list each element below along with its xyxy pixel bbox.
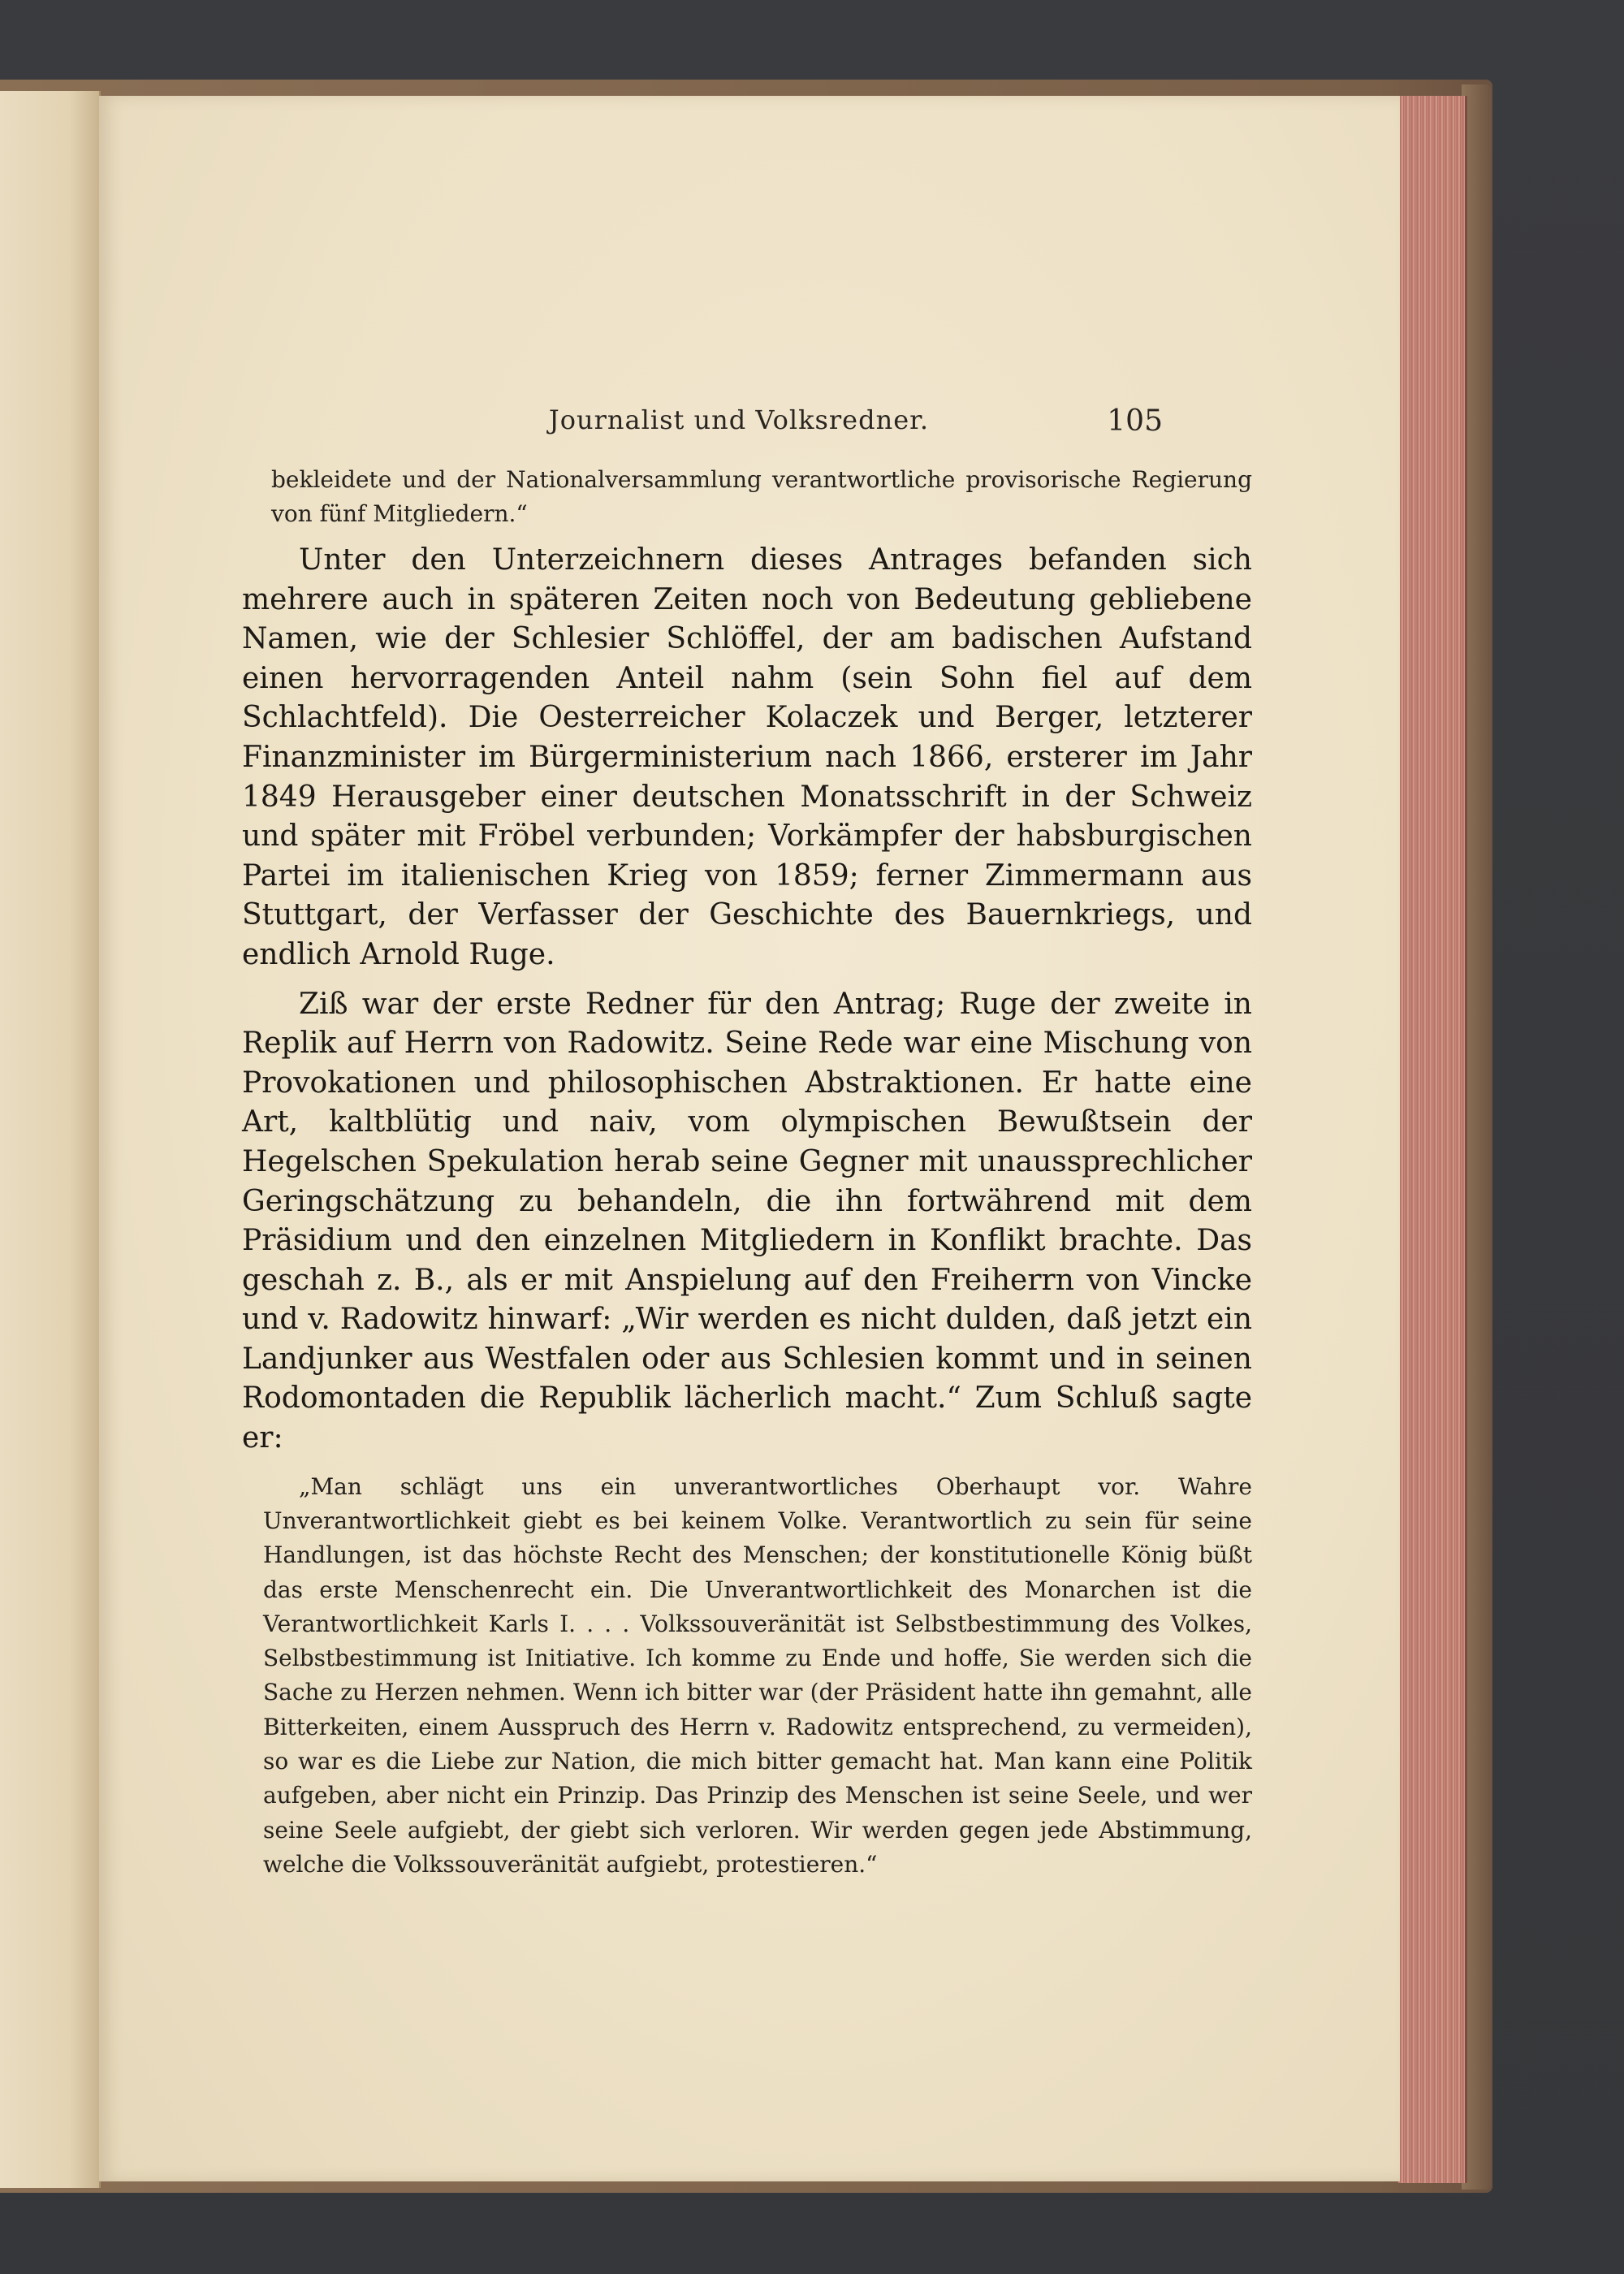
paragraph-signatories: Unter den Unterzeichnern dieses Antrages befanden sich mehrere auch in späteren Zeiten noch von Bedeutung gebliebene Namen, wie der Schlesier Schlöffel, der am badischen Aufstand einen hervorragenden Anteil nahm (sein Sohn fiel auf dem Schlachtfeld). Die Oesterreicher Kolaczek und Berger, letzterer Finanzminister im Bürgerministerium nach 1866, ersterer im Jahr 1849 Herausgeber einer deutschen Monatsschrift in der Schweiz und später mit Fröbel verbunden; Vorkämpfer der habsburgischen Partei im italienischen Krieg von 1859; ferner Zimmermann aus Stuttgart, der Verfasser der Geschichte des Bauernkriegs, und endlich Arnold Ruge. — [242, 543, 1252, 971]
paragraph-ruge-speech: Ziß war der erste Redner für den Antrag; Ruge der zweite in Replik auf Herrn von Radowitz. Seine Rede war eine Mischung von Provokationen und philosophischen Abstraktionen. Er hatte eine Art, kaltblütig und naiv, vom olympischen Bewußtsein der Hegelschen Spekulation herab seine Gegner mit unaussprechlicher Geringschätzung zu behandeln, die ihn fortwährend mit dem Präsidium und den einzelnen Mitgliedern in Konflikt brachte. Das geschah z. B., als er mit Anspielung auf den Freiherrn von Vincke und v. Radowitz hinwarf: „Wir werden es nicht dulden, daß jetzt ein Landjunker aus Westfalen oder aus Schlesien kommt und in seinen Rodomontaden die Republik lächerlich macht.“ Zum Schluß sagte er: — [242, 987, 1252, 1455]
paragraph-quote-end: bekleidete und der Nationalversammlung verantwortliche provisorische Regierung von fünf Mitgliedern.“ — [271, 466, 1252, 527]
running-head — [99, 404, 1400, 445]
page-number: 105 — [1107, 404, 1163, 438]
book-page — [99, 96, 1400, 2181]
block-quote-ruge: „Man schlägt uns ein unverantwortliches Oberhaupt vor. Wahre Unverantwortlichkeit giebt es bei keinem Volke. Verantwortlich zu sein für seine Handlungen, ist das höchste Recht des Menschen; der konstitutionelle König büßt das erste Menschenrecht ein. Die Unverantwortlichkeit des Monarchen ist die Verantwortlichkeit Karls I. . . . Volkssouveränität ist Selbstbestimmung des Volkes, Selbstbestimmung ist Initiative. Ich komme zu Ende und hoffe, Sie werden sich die Sache zu Herzen nehmen. Wenn ich bitter war (der Präsident hatte ihn gemahnt, alle Bitterkeiten, einem Ausspruch des Herrn v. Radowitz entsprechend, zu vermeiden), so war es die Liebe zur Nation, die mich bitter gemacht hat. Man kann eine Politik aufgeben, aber nicht ein Prinzip. Das Prinzip des Menschen ist seine Seele, und wer seine Seele aufgiebt, der giebt sich verloren. Wir werden gegen jede Abstimmung, welche die Volkssouveränität aufgiebt, protestieren.“ — [263, 1472, 1252, 1878]
running-title: Journalist und Volksredner. — [548, 404, 930, 435]
body-text — [242, 463, 1252, 1882]
page-edges — [1398, 96, 1467, 2183]
left-page-margin — [0, 91, 101, 2188]
